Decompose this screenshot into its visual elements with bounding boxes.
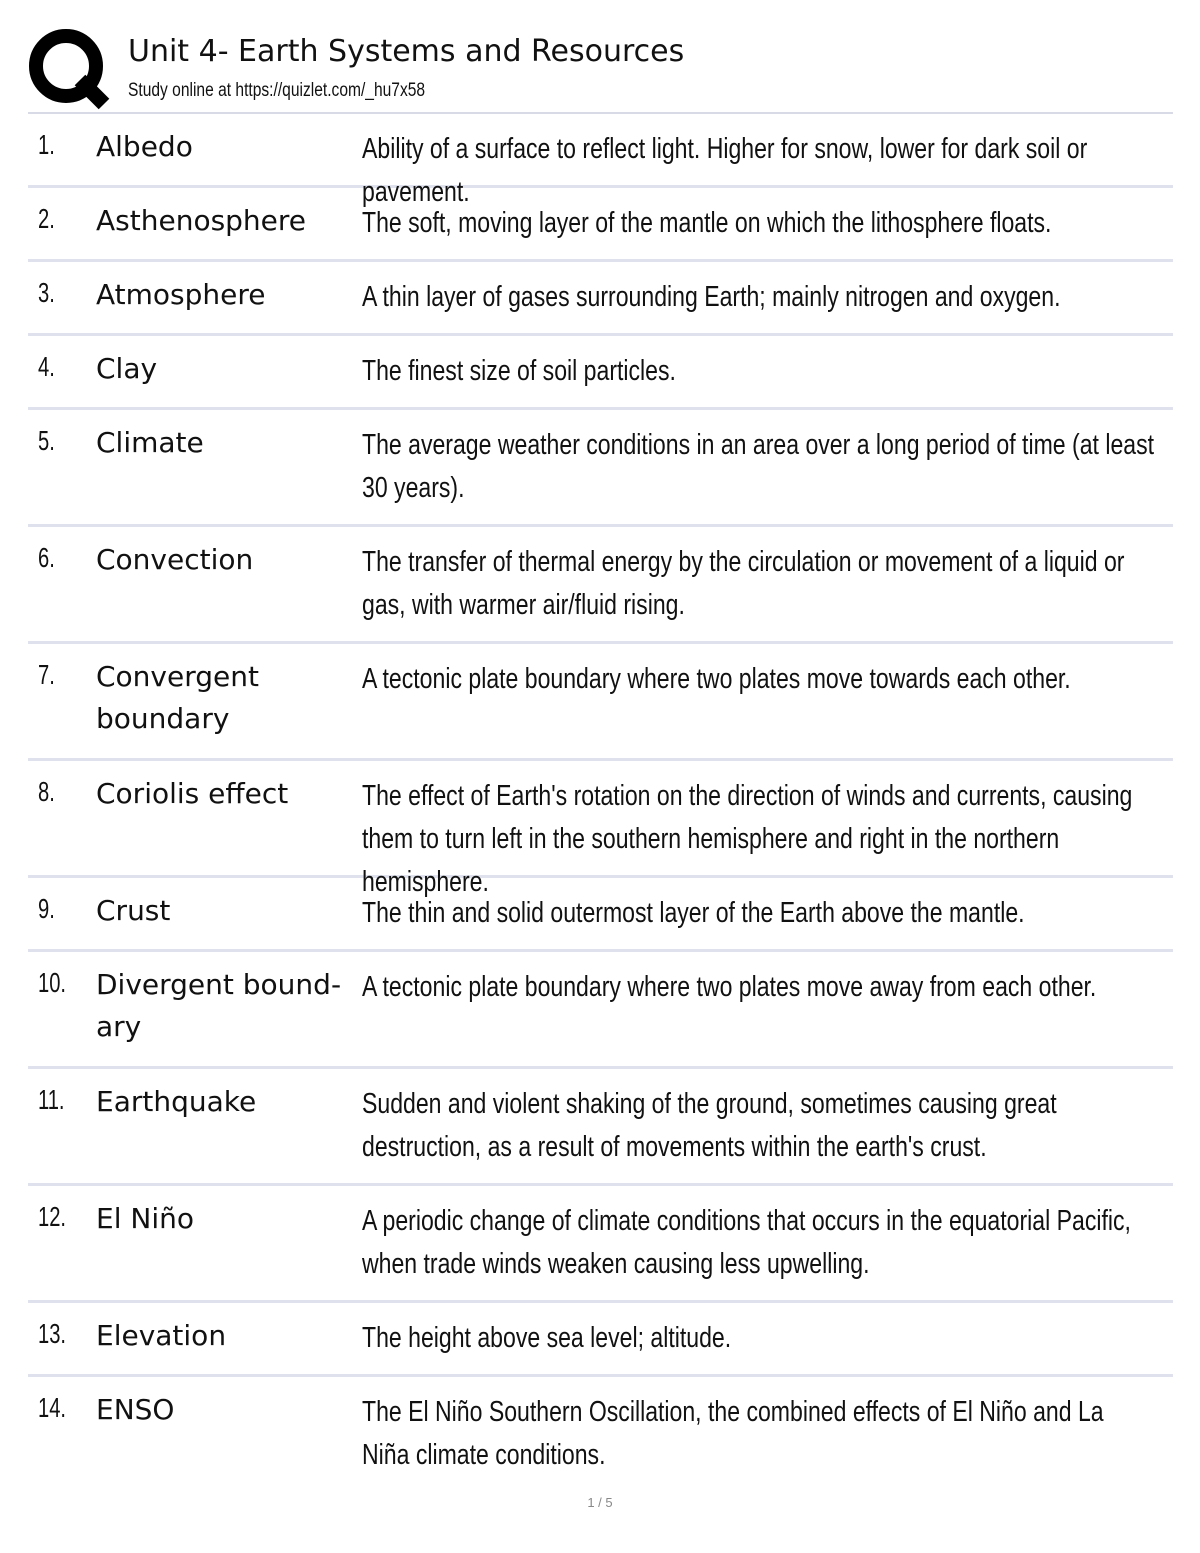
list-item bbox=[28, 644, 1173, 761]
page-number: 1 / 5 bbox=[587, 1495, 613, 1510]
study-online-link[interactable]: Study online at https://quizlet.com/_hu7x58 bbox=[128, 80, 426, 101]
item-term: Asthenosphere bbox=[96, 204, 307, 237]
item-number: 14. bbox=[38, 1392, 67, 1423]
item-definition: A tectonic plate boundary where two plates move away from each other. bbox=[362, 971, 1097, 1003]
item-definition: A periodic change of climate conditions that occurs in the equatorial Pacific, when trade winds weaken causing less upwelling. bbox=[362, 1205, 1131, 1280]
list-item bbox=[28, 188, 1173, 262]
item-number: 2. bbox=[38, 203, 55, 234]
page-title: Unit 4- Earth Systems and Resources bbox=[128, 34, 685, 69]
list-item bbox=[28, 114, 1173, 208]
item-term: ENSO bbox=[96, 1393, 175, 1426]
item-term: Climate bbox=[96, 426, 204, 459]
item-definition: The soft, moving layer of the mantle on which the lithosphere floats. bbox=[362, 207, 1052, 239]
list-item bbox=[28, 878, 1173, 952]
list-item bbox=[28, 1377, 1173, 1494]
quizlet-logo-icon bbox=[28, 28, 110, 110]
item-definition: The effect of Earth's rotation on the direction of winds and currents, causing them to turn left in the southern hemisphere and right in the northern hemisphere. bbox=[362, 780, 1133, 898]
list-item bbox=[28, 761, 1173, 898]
item-number: 11. bbox=[38, 1084, 65, 1115]
item-number: 10. bbox=[38, 967, 67, 998]
item-number: 3. bbox=[38, 277, 55, 308]
item-term: Convergent boundary bbox=[96, 660, 259, 735]
item-definition: The finest size of soil particles. bbox=[362, 355, 676, 387]
list-item bbox=[28, 262, 1173, 336]
item-term: Earthquake bbox=[96, 1085, 257, 1118]
item-term: Crust bbox=[96, 894, 171, 927]
list-item bbox=[28, 1069, 1173, 1186]
item-term: Atmosphere bbox=[96, 278, 266, 311]
page-header bbox=[28, 28, 1178, 112]
list-item bbox=[28, 336, 1173, 410]
item-term: Elevation bbox=[96, 1319, 227, 1352]
item-number: 7. bbox=[38, 659, 55, 690]
item-number: 13. bbox=[38, 1318, 67, 1349]
item-definition: Sudden and violent shaking of the ground, sometimes causing great destruction, as a result of movements within the earth's crust. bbox=[362, 1088, 1057, 1163]
item-number: 9. bbox=[38, 893, 55, 924]
item-term: Coriolis effect bbox=[96, 777, 289, 810]
item-definition: The thin and solid outermost layer of the Earth above the mantle. bbox=[362, 897, 1025, 929]
item-definition: A thin layer of gases surrounding Earth; mainly nitrogen and oxygen. bbox=[362, 281, 1061, 313]
item-term: Clay bbox=[96, 352, 158, 385]
list-item bbox=[28, 1303, 1173, 1377]
item-number: 1. bbox=[38, 129, 55, 160]
item-definition: The height above sea level; altitude. bbox=[362, 1322, 732, 1354]
item-definition: The average weather conditions in an area over a long period of time (at least 30 years). bbox=[362, 429, 1155, 504]
term-list bbox=[28, 114, 1173, 1494]
item-number: 12. bbox=[38, 1201, 67, 1232]
list-item bbox=[28, 527, 1173, 644]
list-item bbox=[28, 410, 1173, 527]
item-number: 6. bbox=[38, 542, 55, 573]
item-term: Divergent bound-ary bbox=[96, 968, 342, 1043]
list-item bbox=[28, 952, 1173, 1069]
item-number: 8. bbox=[38, 776, 55, 807]
item-definition: Ability of a surface to reflect light. Higher for snow, lower for dark soil or pavement. bbox=[362, 133, 1088, 208]
item-definition: The El Niño Southern Oscillation, the combined effects of El Niño and La Niña climate conditions. bbox=[362, 1396, 1104, 1471]
list-item bbox=[28, 1186, 1173, 1303]
item-number: 5. bbox=[38, 425, 55, 456]
item-definition: A tectonic plate boundary where two plates move towards each other. bbox=[362, 663, 1071, 695]
item-definition: The transfer of thermal energy by the circulation or movement of a liquid or gas, with warmer air/fluid rising. bbox=[362, 546, 1125, 621]
item-number: 4. bbox=[38, 351, 55, 382]
item-term: Convection bbox=[96, 543, 254, 576]
item-term: El Niño bbox=[96, 1202, 194, 1235]
item-term: Albedo bbox=[96, 130, 193, 163]
